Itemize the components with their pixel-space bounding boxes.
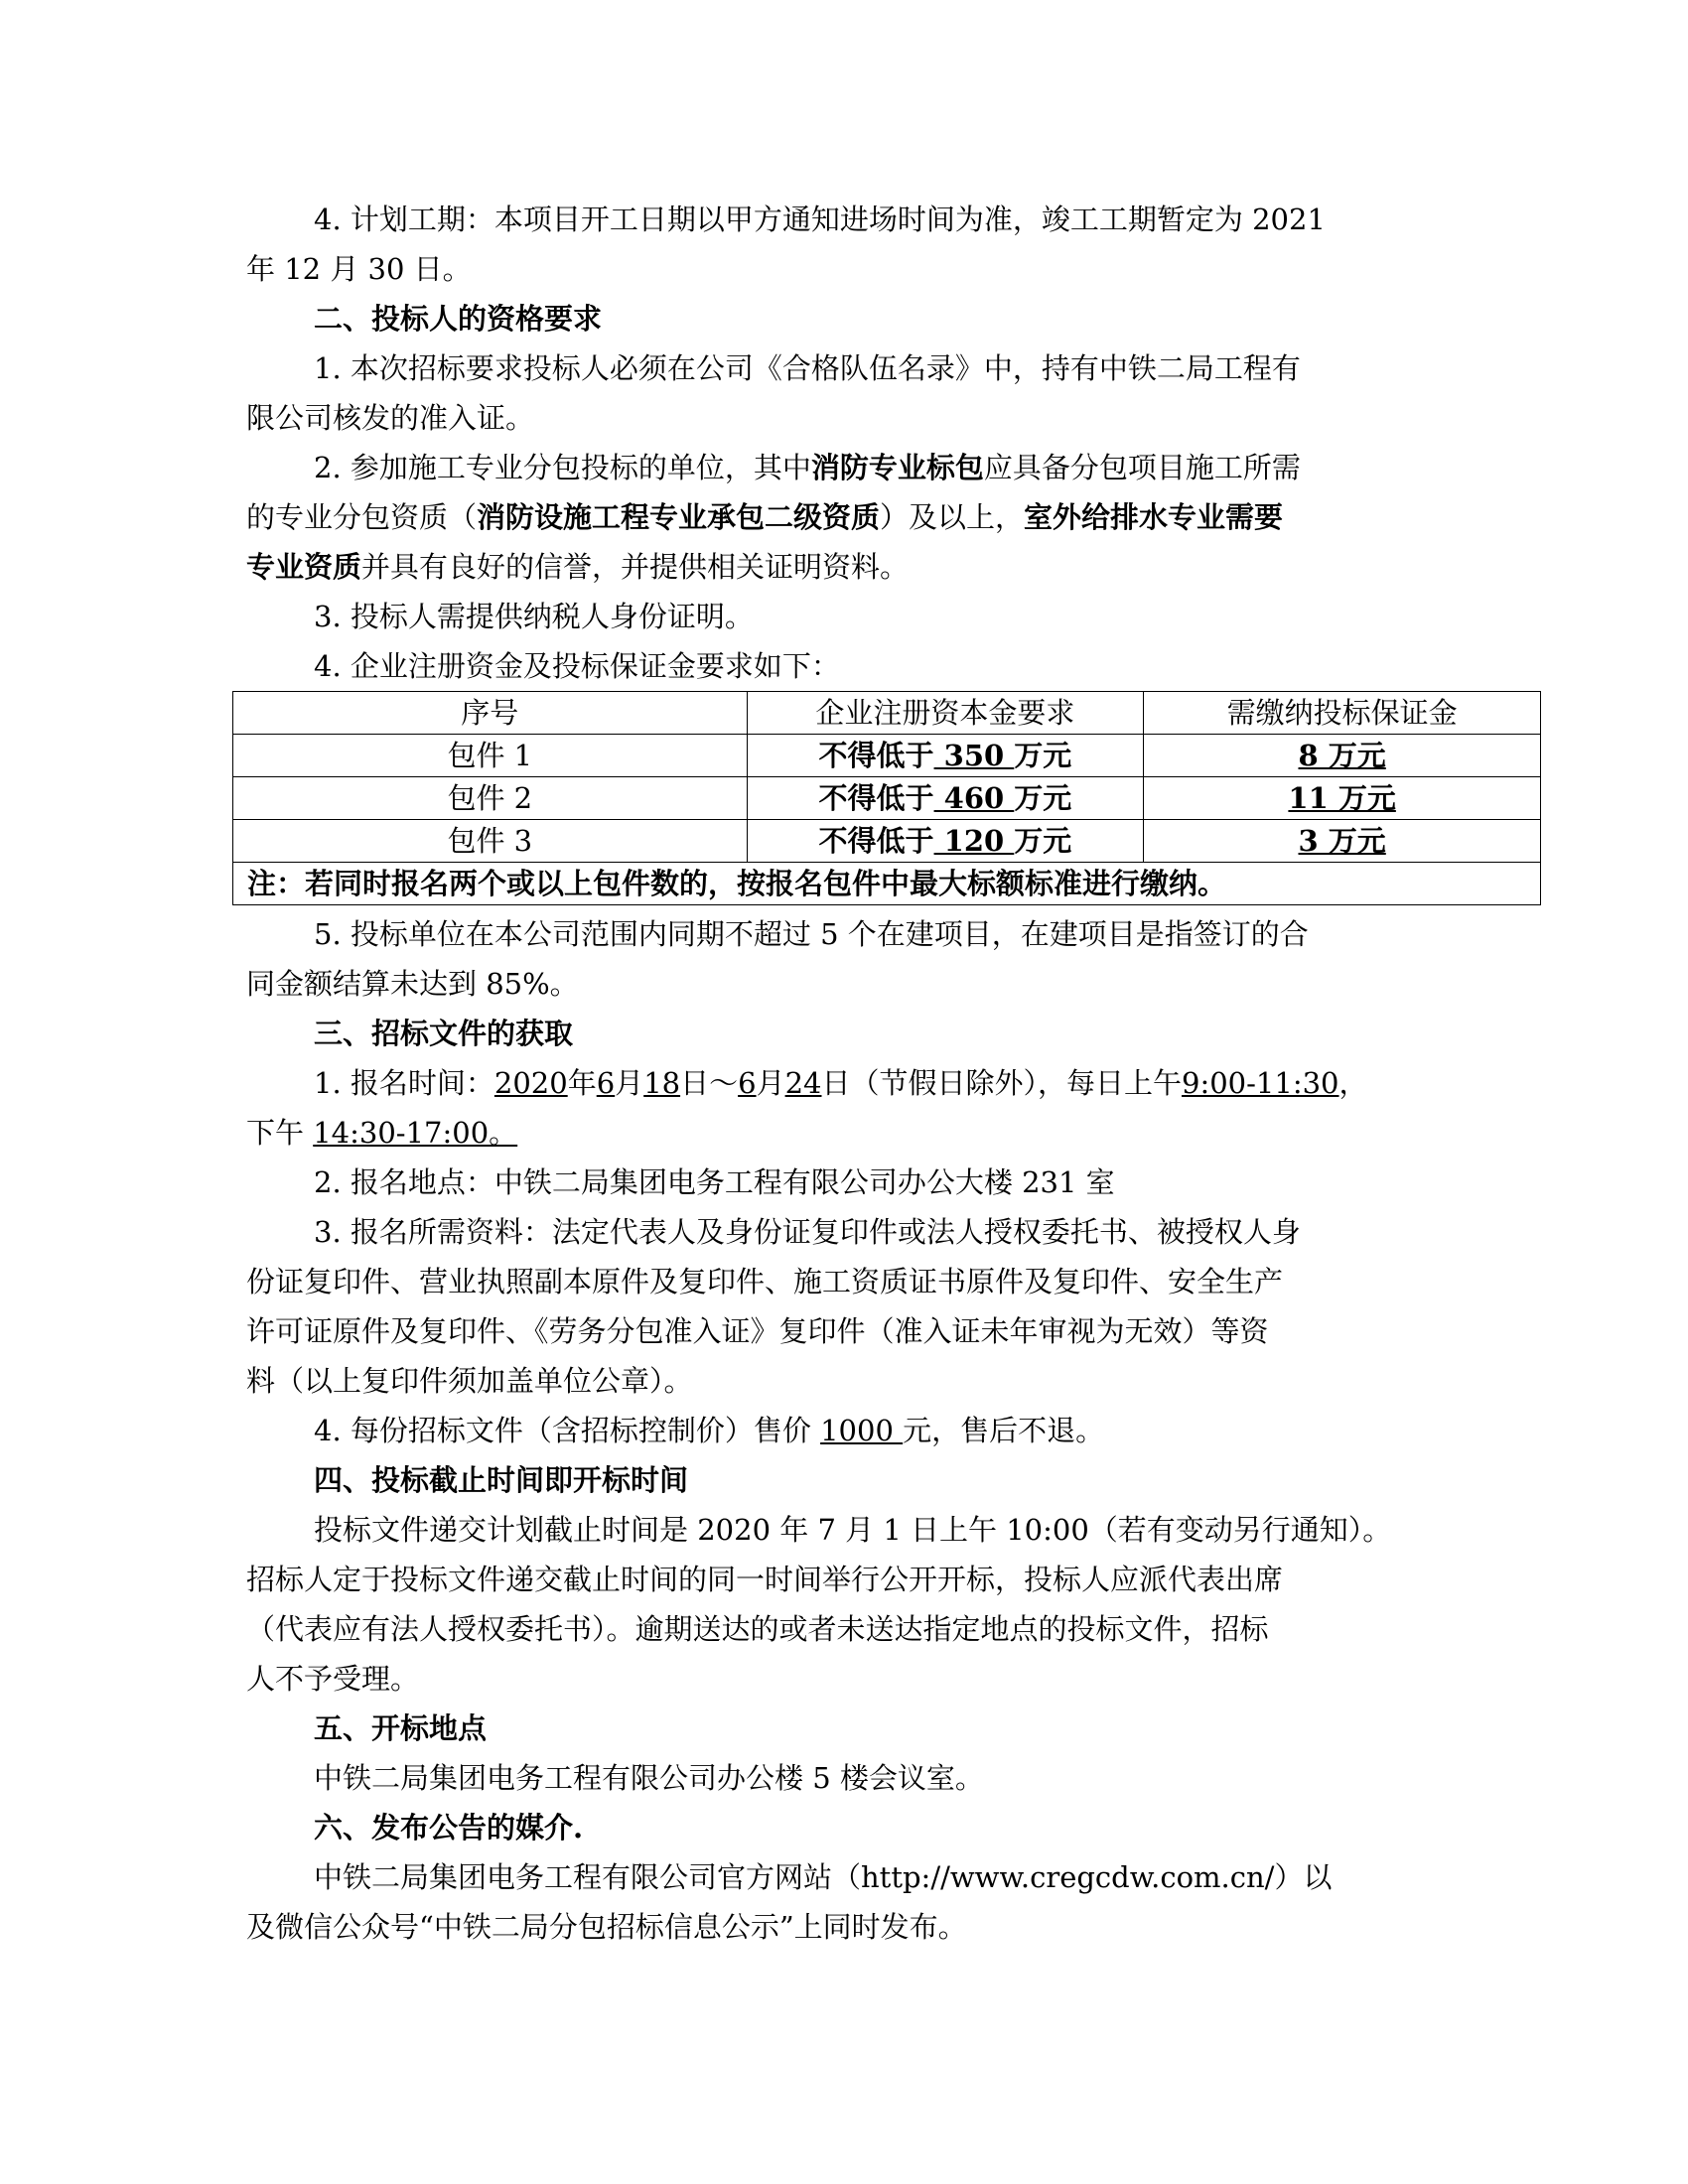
table-header-cell: 企业注册资本金要求 xyxy=(747,692,1144,735)
capital-requirement xyxy=(747,820,1144,863)
table-header-cell: 需缴纳投标保证金 xyxy=(1144,692,1541,735)
s2-item1-line1: 1. 本次招标要求投标人必须在公司《合格队伍名录》中，持有中铁二局工程有 xyxy=(314,351,1301,385)
section2-heading: 二、投标人的资格要求 xyxy=(314,302,603,336)
capital-requirement xyxy=(747,735,1144,777)
capital-deposit-table xyxy=(232,691,1541,905)
underlined-value: 8 万元 xyxy=(1298,739,1386,772)
text-run: 4. 每份招标文件（含招标控制价）售价 xyxy=(314,1414,821,1447)
s6-line2: 及微信公众号“中铁二局分包招标信息公示”上同时发布。 xyxy=(246,1910,967,1944)
s3-item1-line1 xyxy=(246,1058,1430,1108)
bold-run: 消防专业标包 xyxy=(810,451,984,484)
table-note: 注：若同时报名两个或以上包件数的，按报名包件中最大标额标准进行缴纳。 xyxy=(233,863,1541,905)
s4-line2: 招标人定于投标文件递交截止时间的同一时间举行公开开标，投标人应派代表出席 xyxy=(246,1563,1284,1596)
s1-item4-line2: 年 12 月 30 日。 xyxy=(246,252,472,286)
s3-item2: 2. 报名地点：中铁二局集团电务工程有限公司办公大楼 231 室 xyxy=(314,1165,1115,1199)
s3-item3-line1: 3. 报名所需资料：法定代表人及身份证复印件或法人授权委托书、被授权人身 xyxy=(314,1215,1301,1249)
bold-run: 室外给排水专业需要 xyxy=(1024,500,1284,534)
underlined-value: 24 xyxy=(784,1066,822,1100)
s2-item5-line2: 同金额结算未达到 85%。 xyxy=(246,967,579,1001)
text-run: 并具有良好的信誉，并提供相关证明资料。 xyxy=(361,550,910,584)
text-run: 不得低于 xyxy=(818,739,934,772)
underlined-value: 9:00-11:30 xyxy=(1182,1066,1339,1100)
underlined-value: 6 xyxy=(738,1066,757,1100)
underlined-value: 18 xyxy=(643,1066,681,1100)
s2-item2-line2 xyxy=(246,492,1430,542)
bold-run: 消防设施工程专业承包二级资质 xyxy=(477,500,881,534)
s6-line1: 中铁二局集团电务工程有限公司官方网站（http://www.cregcdw.com.cn/）以 xyxy=(314,1860,1333,1894)
text-run: 月 xyxy=(756,1066,785,1100)
s3-item1-line2 xyxy=(246,1108,1430,1158)
bold-run: 专业资质 xyxy=(246,550,362,584)
underlined-value: 3 万元 xyxy=(1298,824,1386,858)
underlined-value: 460 xyxy=(933,781,1015,815)
s2-item2-line3 xyxy=(246,542,1430,592)
text-run: 月 xyxy=(615,1066,644,1100)
s3-item4 xyxy=(246,1406,1430,1455)
s2-item4: 4. 企业注册资金及投标保证金要求如下： xyxy=(314,649,840,683)
table-note-row xyxy=(233,863,1541,905)
document-body xyxy=(246,195,1458,1952)
underlined-value: 14:30-17:00。 xyxy=(313,1116,518,1150)
section3-heading: 三、招标文件的获取 xyxy=(314,1017,574,1050)
table-row xyxy=(233,735,1541,777)
underlined-value: 2020 xyxy=(493,1066,568,1100)
s2-item5-line1: 5. 投标单位在本公司范围内同期不超过 5 个在建项目，在建项目是指签订的合 xyxy=(314,917,1309,951)
section5-heading: 五、开标地点 xyxy=(314,1711,488,1745)
underlined-value: 11 万元 xyxy=(1288,781,1396,815)
s2-item1-line2: 限公司核发的准入证。 xyxy=(246,401,535,435)
package-name: 包件 2 xyxy=(233,777,748,820)
underlined-value: 120 xyxy=(933,824,1015,858)
text-run: 的专业分包资质（ xyxy=(246,500,478,534)
text-run: 2. 参加施工专业分包投标的单位，其中 xyxy=(314,451,811,484)
table-header-row xyxy=(233,692,1541,735)
text-run: 万元 xyxy=(1014,739,1072,772)
table-row xyxy=(233,777,1541,820)
s2-item2-line1 xyxy=(246,443,1430,492)
package-name: 包件 3 xyxy=(233,820,748,863)
deposit-amount xyxy=(1144,777,1541,820)
text-run: 不得低于 xyxy=(818,781,934,815)
underlined-value: 1000 xyxy=(820,1414,904,1447)
s3-item3-line4: 料（以上复印件须加盖单位公章）。 xyxy=(246,1364,693,1398)
s4-line3: （代表应有法人授权委托书）。逾期送达的或者未送达指定地点的投标文件，招标 xyxy=(246,1612,1269,1646)
underlined-value: 6 xyxy=(596,1066,616,1100)
deposit-amount xyxy=(1144,820,1541,863)
text-run: 不得低于 xyxy=(818,824,934,858)
underlined-value: 350 xyxy=(933,739,1015,772)
deposit-amount xyxy=(1144,735,1541,777)
text-run: 下午 xyxy=(246,1116,314,1150)
s4-line1: 投标文件递交计划截止时间是 2020 年 7 月 1 日上午 10:00（若有变动另行通知）。 xyxy=(314,1513,1392,1547)
text-run: 1. 报名时间： xyxy=(314,1066,494,1100)
text-run: 应具备分包项目施工所需 xyxy=(983,451,1301,484)
s3-item3-line3: 许可证原件及复印件、《劳务分包准入证》复印件（准入证未年审视为无效）等资 xyxy=(246,1314,1269,1348)
s4-line4: 人不予受理。 xyxy=(246,1662,420,1696)
s3-item3-line2: 份证复印件、营业执照副本原件及复印件、施工资质证书原件及复印件、安全生产 xyxy=(246,1265,1284,1298)
s2-item3: 3. 投标人需提供纳税人身份证明。 xyxy=(314,600,754,633)
table-row xyxy=(233,820,1541,863)
capital-requirement xyxy=(747,777,1144,820)
text-run: 万元 xyxy=(1014,781,1072,815)
s1-item4-line1: 4. 计划工期：本项目开工日期以甲方通知进场时间为准，竣工工期暂定为 2021 xyxy=(314,203,1326,236)
text-run: 日～ xyxy=(680,1066,739,1100)
package-name: 包件 1 xyxy=(233,735,748,777)
section6-heading: 六、发布公告的媒介. xyxy=(314,1811,584,1844)
text-run: 日（节假日除外），每日上午 xyxy=(821,1066,1182,1100)
section4-heading: 四、投标截止时间即开标时间 xyxy=(314,1463,689,1497)
table-header-cell: 序号 xyxy=(233,692,748,735)
text-run: ， xyxy=(1338,1066,1368,1100)
text-run: 元，售后不退。 xyxy=(903,1414,1105,1447)
text-run: 万元 xyxy=(1014,824,1072,858)
text-run: 年 xyxy=(567,1066,597,1100)
text-run: ）及以上， xyxy=(880,500,1025,534)
s5-line1: 中铁二局集团电务工程有限公司办公楼 5 楼会议室。 xyxy=(314,1761,984,1795)
